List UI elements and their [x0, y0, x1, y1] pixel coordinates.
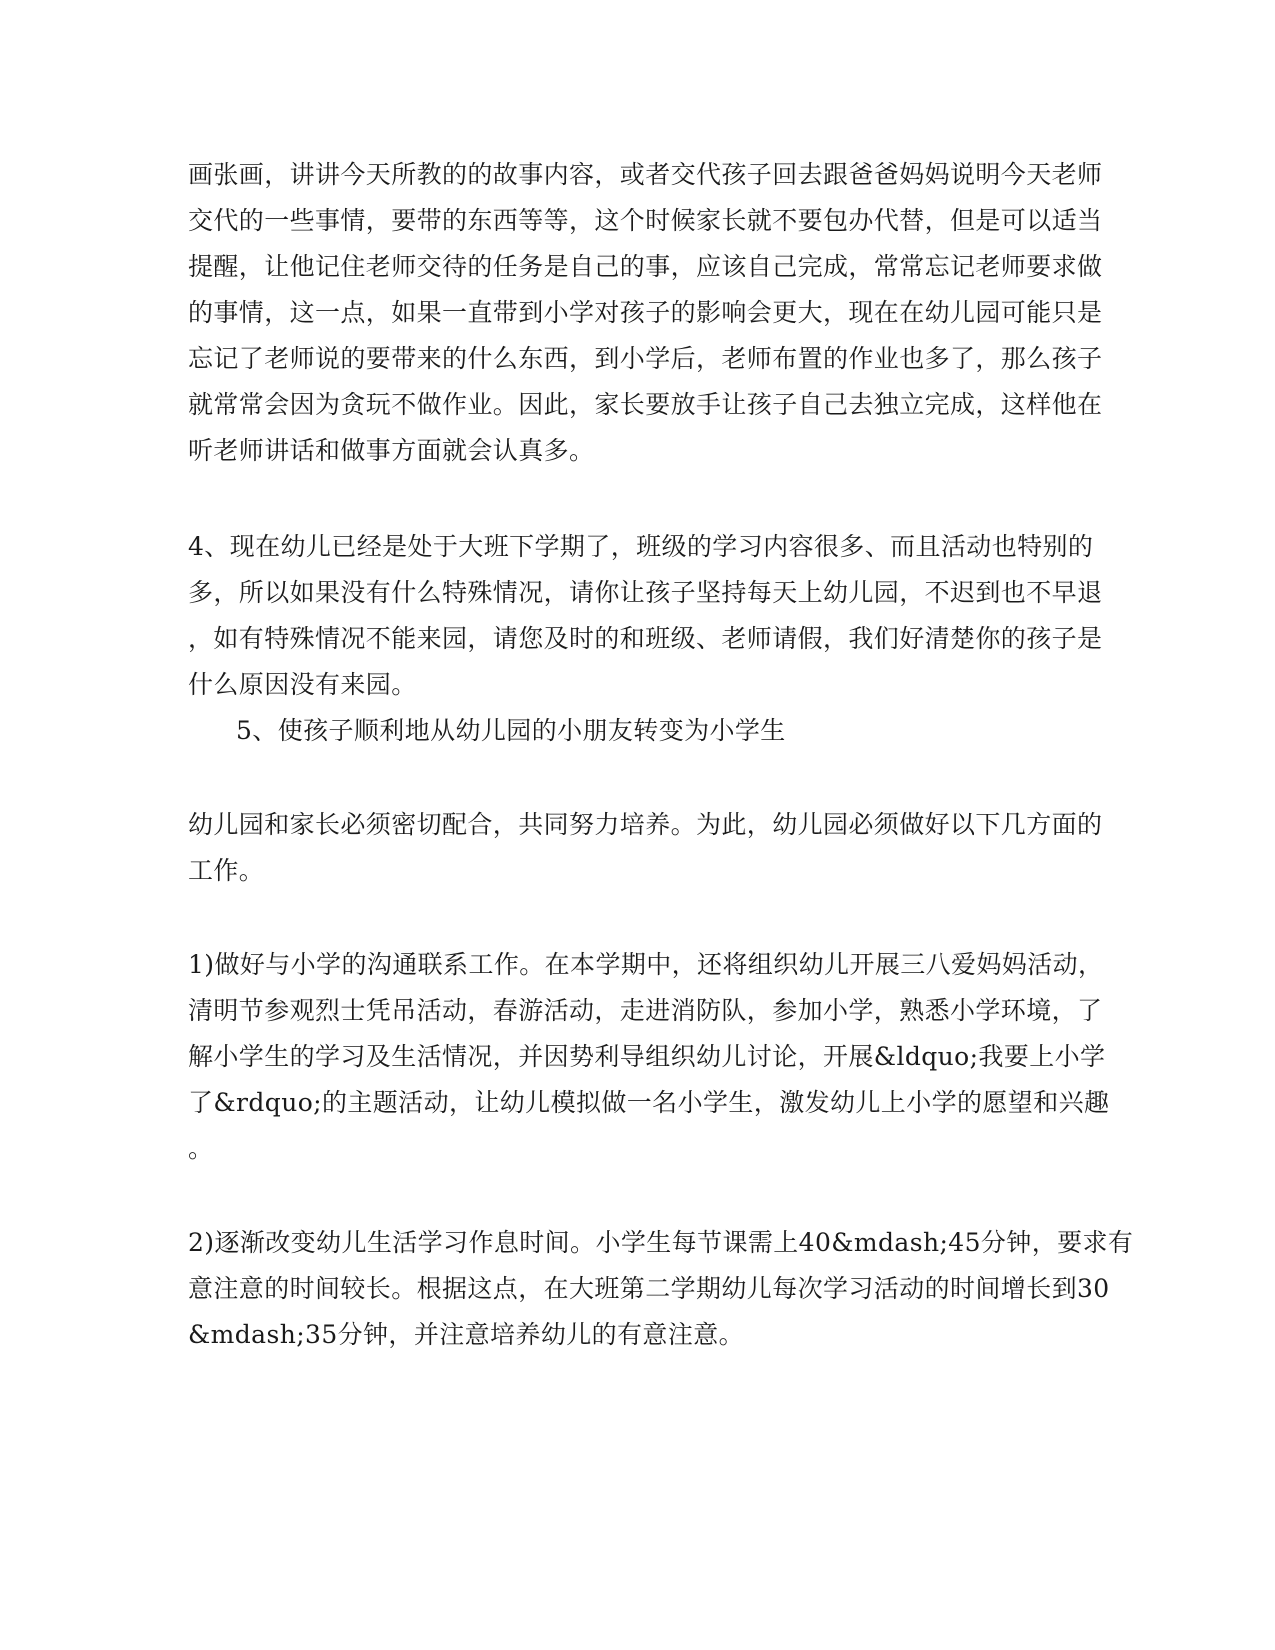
paragraph-5-line-2: 意注意的时间较长。根据这点，在大班第二学期幼儿每次学习活动的时间增长到30 — [188, 1274, 1110, 1303]
paragraph-1-line-6: 就常常会因为贪玩不做作业。因此，家长要放手让孩子自己去独立完成，这样他在 — [188, 390, 1103, 419]
paragraph-3-line-1: 幼儿园和家长必须密切配合，共同努力培养。为此，幼儿园必须做好以下几方面的 — [188, 810, 1103, 839]
paragraph-1-line-7: 听老师讲话和做事方面就会认真多。 — [188, 436, 595, 465]
paragraph-2-line-1: 4、现在幼儿已经是处于大班下学期了，班级的学习内容很多、而且活动也特别的 — [188, 532, 1094, 561]
paragraph-2-line-4: 什么原因没有来园。 — [188, 670, 417, 699]
paragraph-2-line-3: ，如有特殊情况不能来园，请您及时的和班级、老师请假，我们好清楚你的孩子是 — [188, 624, 1103, 653]
paragraph-4-line-1: 1)做好与小学的沟通联系工作。在本学期中，还将组织幼儿开展三八爱妈妈活动， — [188, 950, 1104, 979]
paragraph-4-line-3: 解小学生的学习及生活情况，并因势利导组织幼儿讨论，开展&ldquo;我要上小学 — [188, 1042, 1106, 1071]
paragraph-4-line-2: 清明节参观烈士凭吊活动，春游活动，走进消防队，参加小学，熟悉小学环境，了 — [188, 996, 1103, 1025]
paragraph-1-line-4: 的事情，这一点，如果一直带到小学对孩子的影响会更大，现在在幼儿园可能只是 — [188, 298, 1103, 327]
paragraph-4-line-4: 了&rdquo;的主题活动，让幼儿模拟做一名小学生，激发幼儿上小学的愿望和兴趣 — [188, 1088, 1110, 1117]
paragraph-2-line-2: 多，所以如果没有什么特殊情况，请你让孩子坚持每天上幼儿园，不迟到也不早退 — [188, 578, 1103, 607]
paragraph-1-line-5: 忘记了老师说的要带来的什么东西，到小学后，老师布置的作业也多了，那么孩子 — [188, 344, 1103, 373]
paragraph-1-line-1: 画张画，讲讲今天所教的的故事内容，或者交代孩子回去跟爸爸妈妈说明今天老师 — [188, 160, 1103, 189]
paragraph-3-line-2: 工作。 — [188, 856, 265, 885]
paragraph-5-line-1: 2)逐渐改变幼儿生活学习作息时间。小学生每节课需上40&mdash;45分钟，要求有 — [188, 1228, 1134, 1257]
paragraph-1-line-2: 交代的一些事情，要带的东西等等，这个时候家长就不要包办代替，但是可以适当 — [188, 206, 1103, 235]
paragraph-5-line-3: &mdash;35分钟，并注意培养幼儿的有意注意。 — [188, 1320, 745, 1349]
paragraph-1-line-3: 提醒，让他记住老师交待的任务是自己的事，应该自己完成，常常忘记老师要求做 — [188, 252, 1103, 281]
paragraph-4-line-5: 。 — [188, 1134, 214, 1163]
section-heading-5: 5、使孩子顺利地从幼儿园的小朋友转变为小学生 — [236, 716, 786, 745]
